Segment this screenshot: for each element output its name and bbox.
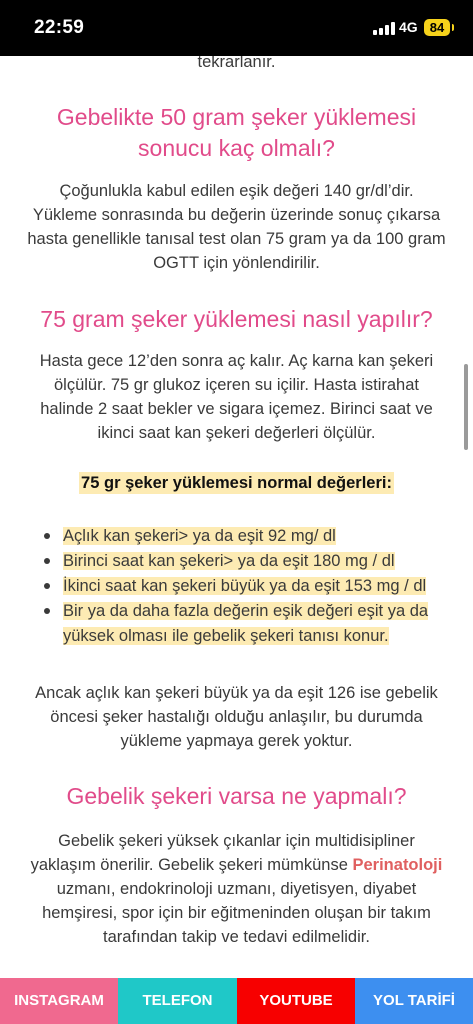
text-line: ikinci saat kan şekeri değerleri ölçülür. [97, 424, 376, 442]
heading-line: Gebelikte 50 gram şeker yüklemesi [56, 104, 417, 130]
scrollbar[interactable] [464, 364, 468, 450]
directions-button[interactable]: YOL TARİFİ [355, 978, 473, 1024]
list-item: Açlık kan şekeri> ya da eşit 92 mg/ dl [42, 524, 452, 549]
list-item: İkinci saat kan şekeri büyük ya da eşit 153 mg / dl [42, 574, 452, 599]
paragraph-treatment [0, 829, 473, 949]
text-line: yükleme yapmaya gerek yoktur. [120, 732, 353, 750]
text-line: Çoğunlukla kabul edilen eşik değeri 140 gr/dl’dir. [59, 182, 414, 200]
list-item: Bir ya da daha fazla değerin eşik değeri eşit ya da yüksek olması ile gebelik şekeri tanısı konur. [42, 599, 452, 649]
text-line: tarafından takip ve tedavi edilmelidir. [103, 928, 370, 946]
text-line: Gebelik şekeri yüksek çıkanlar için multidisipliner [58, 832, 415, 850]
text-line: OGTT için yönlendirilir. [153, 254, 320, 272]
phone-button[interactable]: TELEFON [118, 978, 237, 1024]
paragraph-threshold [0, 179, 473, 275]
text-line: hemşiresi, spor için bir eğitmeninden oluşan bir takım [42, 904, 431, 922]
footer-action-bar [0, 978, 473, 1024]
instagram-button[interactable]: INSTAGRAM [0, 978, 118, 1024]
status-time: 22:59 [34, 17, 85, 38]
normal-values-title: 75 gr şeker yüklemesi normal değerleri: [81, 474, 392, 492]
text-line: uzmanı, endokrinoloji uzmanı, diyetisyen, diyabet [56, 880, 417, 898]
status-bar [0, 0, 473, 56]
text-line: Yükleme sonrasında bu değerin üzerinde sonuç çıkarsa [32, 206, 441, 224]
heading-what-to-do: Gebelik şekeri varsa ne yapmalı? [66, 783, 407, 809]
youtube-button[interactable]: YOUTUBE [237, 978, 355, 1024]
perinatoloji-link[interactable]: Perinatoloji [352, 856, 443, 874]
heading-75g-howto: 75 gram şeker yüklemesi nasıl yapılır? [40, 306, 433, 332]
normal-values-list [42, 524, 452, 649]
network-type: 4G [399, 19, 418, 35]
paragraph-pregestational [0, 681, 473, 753]
text-line: halinde 2 saat bekler ve sigara içemez. Birinci saat ve [40, 400, 433, 418]
heading-50g-result [0, 102, 473, 164]
heading-line: sonucu kaç olmalı? [138, 135, 335, 161]
cellular-signal-icon [373, 22, 395, 35]
text-line: yaklaşım önerilir. Gebelik şekeri mümkünse [30, 856, 353, 874]
text-line: Hasta gece 12’den sonra aç kalır. Aç karna kan şekeri [39, 352, 434, 370]
intro-tail-text: tekrarlanır. [197, 56, 276, 71]
text-line: ölçülür. 75 gr glukoz içeren su içilir. Hasta istirahat [54, 376, 419, 394]
article-content[interactable] [0, 56, 473, 978]
list-item: Birinci saat kan şekeri> ya da eşit 180 mg / dl [42, 549, 452, 574]
paragraph-procedure [0, 349, 473, 445]
text-line: öncesi şeker hastalığı olduğu anlaşılır, bu durumda [50, 708, 423, 726]
text-line: Ancak açlık kan şekeri büyük ya da eşit 126 ise gebelik [35, 684, 438, 702]
battery-icon: 84 [424, 19, 450, 36]
text-line: hasta genellikle tanısal test olan 75 gram ya da 100 gram [27, 230, 446, 248]
